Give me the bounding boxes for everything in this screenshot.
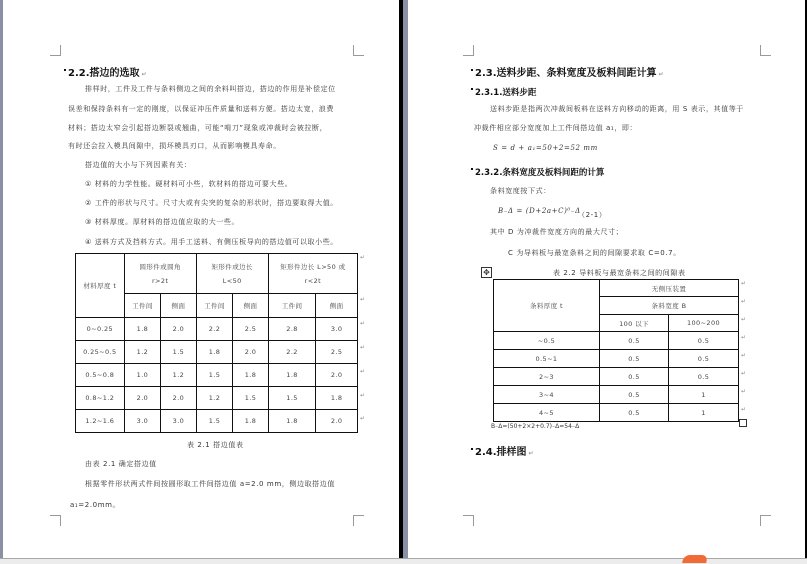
end-of-row-mark: ↵ [741,316,747,323]
factor-item: ④ 送料方式及挡料方式。用手工送料、有侧压板导向的搭边值可以取小些。 [85,238,338,246]
cell: 0.25~0.5 [76,341,125,364]
paragraph-mark: ↵ [658,71,664,78]
sub-header: 侧面 [316,294,358,318]
header-strip-thickness: 条料厚度 t [494,280,600,332]
paragraph-mark: ↵ [141,71,147,78]
crop-mark-top-right [353,45,364,56]
end-of-row-mark: ↵ [360,368,366,375]
cell: 2.5 [233,318,269,341]
end-of-row-mark: ↵ [360,344,366,351]
crop-mark-top-right [760,45,771,56]
body-paragraph-line: 冲裁件相应部分宽度加上工件间搭边值 a₁，即： [474,124,638,132]
heading-bullet-icon [64,69,66,71]
cell: 1.5 [196,410,233,433]
heading-2-2 [64,64,147,79]
heading-2-3-2 [471,166,604,178]
sub-header: 100~200 [669,315,739,332]
end-of-row-mark: ↵ [741,352,747,359]
sub-header: 侧面 [233,294,269,318]
formula-step: S = d + a₁=50+2=52 mm [493,144,598,152]
factor-item: ③ 材料厚度。厚材料的搭边值应取的大一些。 [85,218,240,226]
paragraph-mark: ↵ [528,450,534,457]
page-right[interactable] [408,0,805,558]
end-of-row-mark: ↵ [741,370,747,377]
crop-mark-bottom-left [50,515,61,526]
end-of-row-mark: ↵ [741,406,747,413]
cell: ~0.5 [494,332,600,350]
end-of-row-mark: ↵ [741,388,747,395]
table-row [76,387,358,410]
header-no-side-pressure: 无侧压装置 [600,280,739,297]
cell: 1.5 [161,341,197,364]
cell: 2.5 [316,341,358,364]
header-group-rect-short [196,254,268,294]
heading-text: 2.4.排样图 [475,447,527,458]
cell: 1.2~1.6 [76,410,125,433]
cell: 2.0 [124,387,161,410]
cell: 0.5~0.8 [76,364,125,387]
end-of-row-mark: ↵ [741,334,747,341]
cell: 2.0 [161,318,197,341]
cell: 2.8 [268,318,316,341]
header-material-thickness: 材料厚度 t [76,254,125,318]
page-left[interactable] [3,0,399,558]
factor-item: ① 材料的力学性能。硬材料可小些，软材料的搭边可要大些。 [85,180,293,188]
end-of-row-mark: ↵ [360,254,366,261]
end-of-row-mark: ↵ [360,415,366,422]
cell: 0.5 [600,386,669,404]
cell: 2.2 [268,341,316,364]
header-group-line1: 矩形件边长 L>50 或 [280,263,346,271]
heading-bullet-icon [471,168,473,170]
factor-item: ② 工件的形状与尺寸。尺寸大或有尖突的复杂的形状时，搭边要取得大值。 [85,199,338,207]
cell: 1.5 [196,364,233,387]
body-paragraph-line: 送料步距是指两次冲裁间板料在送料方向移动的距离，用 S 表示，其值等于 [490,105,744,113]
table-move-handle-icon[interactable]: ✥ [481,267,492,278]
table-resize-handle-icon[interactable] [739,419,747,427]
crop-mark-bottom-left [463,515,474,526]
heading-2-4 [471,443,534,458]
heading-bullet-icon [471,448,473,450]
sub-header: 100 以下 [600,315,669,332]
table-row [494,386,739,404]
body-line: 条料宽度按下式： [490,187,551,195]
cell: 3.0 [316,318,358,341]
cell: 0.5~1 [494,350,600,368]
sub-header: 工件间 [268,294,316,318]
heading-text: 2.2.搭边的选取 [68,68,140,79]
cell: 0.5 [600,332,669,350]
header-group-line2: L<50 [222,277,242,285]
cell: 0.5 [600,404,669,422]
heading-2-3 [471,64,664,79]
end-of-row-mark: ↵ [741,298,747,305]
header-group-rect-long [268,254,357,294]
table-row [494,404,739,422]
cell: 1.8 [268,410,316,433]
cell: 3.0 [124,410,161,433]
cell: 2.0 [233,341,269,364]
cell: 1.2 [196,387,233,410]
end-of-row-mark: ↵ [741,280,747,287]
heading-text: 2.3.送料步距、条料宽度及板料间距计算 [475,68,657,79]
body-paragraph-line: 排样时，工件及工件与条料侧边之间的余料叫搭边，搭边的作用是补偿定位 [85,85,336,93]
clearance-table[interactable] [493,279,739,422]
sub-header: 工件间 [196,294,233,318]
width-result: B₋Δ=(50+2×2+0.7)₋Δ=54₋Δ [491,423,580,430]
body-line: 由表 2.1 确定搭边值 [85,460,157,468]
cell: 0.5 [600,350,669,368]
body-line: 根据零件形状两式件间按圆形取工件间搭边值 a=2.0 mm，侧边取搭边值 [85,480,335,488]
cell: 1.8 [124,318,161,341]
cell: 2.0 [161,387,197,410]
cell: 2~3 [494,368,600,386]
cell: 1.8 [316,387,358,410]
crop-mark-top-left [463,45,474,56]
crop-mark-top-left [50,45,61,56]
pointer-cursor-icon [682,555,708,563]
table-row [494,350,739,368]
end-of-row-mark: ↵ [360,320,366,327]
heading-2-3-1 [471,86,536,98]
cell: 2.2 [196,318,233,341]
sub-header: 工件间 [124,294,161,318]
cell: 0.5 [669,368,739,386]
table-row [76,364,358,387]
table-row [494,368,739,386]
cell: 1.5 [233,387,269,410]
cell: 1.2 [161,364,197,387]
heading-text: 2.3.1.送料步距 [475,88,537,98]
end-of-row-mark: ↵ [360,296,366,303]
table-row [76,341,358,364]
heading-bullet-icon [471,88,473,90]
cell: 3.0 [161,410,197,433]
cell: 1 [669,404,739,422]
body-paragraph-line: 有时还会拉入模具间隙中，损坏模具刃口，从而影响模具寿命。 [68,142,281,150]
cell: 3~4 [494,386,600,404]
cell: 0.5 [669,332,739,350]
cell: 1.5 [268,387,316,410]
overlap-value-table[interactable] [75,253,358,433]
cell: 2.0 [316,364,358,387]
header-group-line1: 圆形件或圆角 [139,263,181,271]
end-of-row-mark: ↵ [360,392,366,399]
header-strip-width: 条料宽度 B [600,297,739,315]
cell: 2.0 [316,410,358,433]
cell: 1.8 [233,364,269,387]
body-line: 其中 D 为冲裁件宽度方向的最大尺寸； [490,228,624,236]
cell: 1.8 [233,410,269,433]
header-group-round [124,254,196,294]
heading-bullet-icon [471,69,473,71]
header-group-line2: r>2t [151,277,169,285]
table-row [76,318,358,341]
factors-intro: 搭边值的大小与下列因素有关： [85,161,192,169]
header-group-line2: r<2t [304,277,322,285]
formula-width: B₋Δ = (D+2a+C)⁰₋Δ [498,207,581,215]
sub-header: 侧面 [161,294,197,318]
cell: 4~5 [494,404,600,422]
body-paragraph-line: 材料；搭边太窄会引起搭边断裂或翘曲，可能“啃刀”现象或冲裁时会被拉断， [68,124,328,132]
cell: 1 [669,386,739,404]
body-line: C 为导料板与最宽条料之间的间隙要求取 C=0.7。 [508,249,681,257]
table-caption: 表 2.1 搭边值表 [187,441,244,449]
body-paragraph-line: 误差和保持条料有一定的刚度，以保证冲压件质量和送料方便。搭边太宽，浪费 [68,105,334,113]
crop-mark-bottom-right [353,515,364,526]
cell: 0.5 [600,368,669,386]
crop-mark-bottom-right [760,515,771,526]
body-line: a₁=2.0mm。 [70,501,121,509]
cell: 0.5 [669,350,739,368]
cell: 1.2 [124,341,161,364]
formula-number: （2-1） [578,211,607,219]
table-caption: 表 2.2 导料板与最宽条料之间的间隙表 [553,269,686,277]
header-group-line1: 矩形件或边长 [211,263,253,271]
cell: 0~0.25 [76,318,125,341]
cell: 1.0 [124,364,161,387]
table-row [76,410,358,433]
cell: 0.8~1.2 [76,387,125,410]
heading-text: 2.3.2.条料宽度及板料间距的计算 [475,168,605,178]
table-row [494,332,739,350]
cell: 1.8 [196,341,233,364]
cell: 1.8 [268,364,316,387]
